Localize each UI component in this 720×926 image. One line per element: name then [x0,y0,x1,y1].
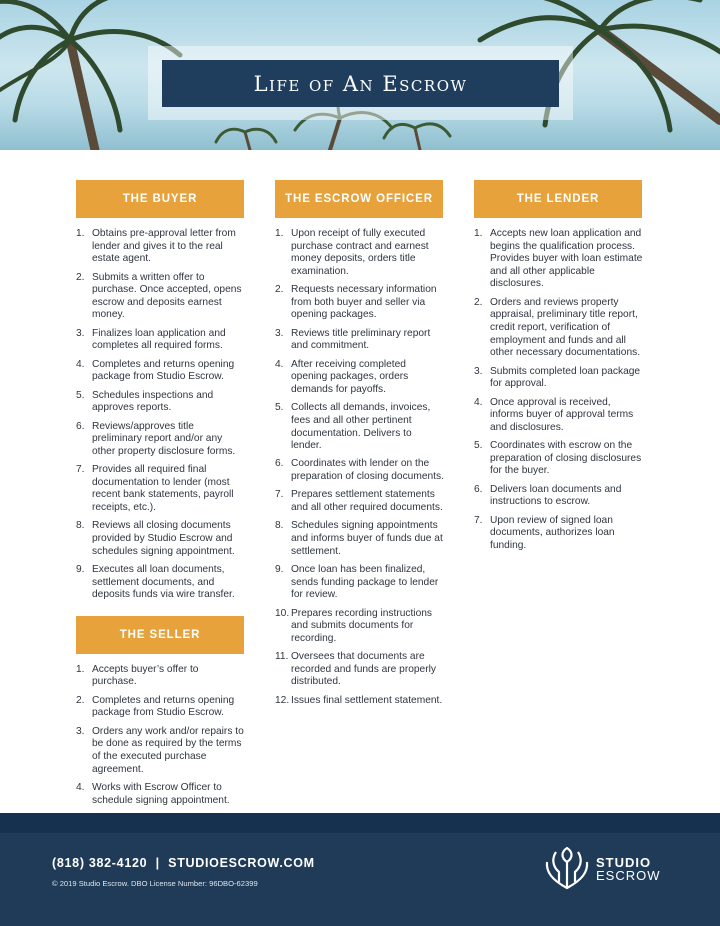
list-item-text: Schedules inspections and approves reports. [92,389,214,414]
list-item-number: 7. [275,489,284,501]
list-item [275,695,445,708]
list-item [76,421,246,459]
list-item [275,328,445,353]
list-item-number: 1. [275,228,284,239]
list-item-text: Orders and reviews property appraisal, preliminary title report, credit report, verification of employment and funds and all other necessary documentations. [490,296,641,359]
list-item-text: Works with Escrow Officer to schedule signing appointment. [92,781,230,806]
list-item-text: Upon receipt of fully executed purchase contract and earnest money deposits, orders title examination. [291,228,429,277]
list-item-text: Requests necessary information from both buyer and seller via opening packages. [291,284,437,321]
list-item-number: 2. [275,284,284,296]
list-item-number: 6. [474,483,483,495]
list-item-number: 6. [76,420,85,432]
list-item-text: Oversees that documents are recorded and funds are properly distributed. [291,651,436,688]
list-item-text: Completes and returns opening package from Studio Escrow. [92,694,235,719]
list-item-text: Completes and returns opening package from Studio Escrow. [92,358,235,383]
contact-line: (818) 382-4120 | STUDIOESCROW.COM [52,856,315,870]
list-item [76,782,246,807]
list-item-number: 1. [76,228,85,239]
list-item-text: Coordinates with escrow on the preparation of closing disclosures for the buyer. [490,440,642,477]
list-item-number: 5. [474,440,483,452]
list-item-number: 3. [76,725,85,737]
list-item-number: 11. [275,651,289,663]
list-item [275,284,445,322]
list-item [275,608,445,646]
list-item [275,520,445,558]
lender-steps [474,228,644,552]
escrow-officer-steps [275,228,445,707]
list-item [76,228,246,266]
list-item-text: Once approval is received, informs buyer of approval terms and disclosures. [490,396,634,433]
list-item [474,484,644,509]
list-item-text: Upon review of signed loan documents, authorizes loan funding. [490,514,615,551]
list-item-number: 7. [76,464,85,476]
list-item-text: After receiving completed opening packages, orders demands for payoffs. [291,358,409,395]
list-item-text: Executes all loan documents, settlement documents, and deposits funds via wire transfer. [92,564,235,601]
list-item-number: 5. [76,389,85,401]
logo-line-studio: STUDIO [596,855,652,870]
list-item [275,651,445,689]
list-item-text: Finalizes loan application and completes all required forms. [92,327,226,352]
list-item [474,366,644,391]
list-item-number: 6. [275,458,284,470]
list-item [275,402,445,452]
list-item [76,726,246,776]
list-item [76,272,246,322]
footer-stripe [0,813,720,833]
escrow-officer-heading: THE ESCROW OFFICER [275,180,443,218]
studio-escrow-logo-text [596,856,661,882]
header-banner [0,0,720,150]
list-item [474,440,644,478]
list-item [275,359,445,397]
list-item [76,695,246,720]
list-item-number: 4. [474,396,483,408]
lender-column [474,180,644,558]
list-item-number: 10. [275,607,290,619]
list-item-text: Reviews title preliminary report and commitment. [291,327,431,352]
list-item-number: 9. [275,564,284,576]
list-item-text: Submits completed loan package for approval. [490,365,641,390]
list-item [76,359,246,384]
list-item [275,489,445,514]
list-item [275,228,445,278]
list-item-text: Obtains pre-approval letter from lender and gives it to the real estate agent. [92,228,236,265]
list-item-number: 8. [275,520,284,532]
seller-heading: THE SELLER [76,616,244,654]
lender-heading: THE LENDER [474,180,642,218]
list-item-number: 4. [76,358,85,370]
buyer-heading: THE BUYER [76,180,244,218]
list-item-text: Collects all demands, invoices, fees and all other pertinent documentation. Delivers to lender. [291,402,431,452]
list-item-text: Accepts buyer’s offer to purchase. [92,663,199,688]
list-item [275,564,445,602]
list-item-text: Submits a written offer to purchase. Once accepted, opens escrow and deposits earnest money. [92,271,242,321]
copyright-notice: © 2019 Studio Escrow. DBO License Number: 96DBO-62399 [52,879,258,888]
list-item-text: Reviews/approves title preliminary report and/or any other property disclosure forms. [92,420,236,457]
list-item [474,515,644,553]
list-item-number: 8. [76,520,85,532]
list-item-number: 3. [474,365,483,377]
list-item-number: 12. [275,694,290,706]
list-item-number: 1. [474,228,483,239]
list-item [474,397,644,435]
escrow-officer-column [275,180,445,713]
list-item-text: Orders any work and/or repairs to be done as required by the terms of the executed purchase agreement. [92,725,244,775]
list-item [76,520,246,558]
list-item-text: Issues final settlement statement. [291,694,443,706]
list-item-text: Reviews all closing documents provided by Studio Escrow and schedules signing appointment. [92,520,235,557]
list-item [474,297,644,360]
list-item-number: 7. [474,514,483,526]
list-item-text: Schedules signing appointments and informs buyer of funds due at settlement. [291,520,443,557]
list-item [474,228,644,291]
list-item-number: 3. [275,327,284,339]
list-item-text: Prepares recording instructions and submits documents for recording. [291,607,432,644]
list-item [76,564,246,602]
list-item-number: 2. [76,271,85,283]
list-item-number: 3. [76,327,85,339]
list-item [76,328,246,353]
list-item-number: 9. [76,564,85,576]
list-item-number: 4. [275,358,284,370]
list-item [275,458,445,483]
list-item [76,390,246,415]
studio-escrow-logo-icon [542,844,592,894]
list-item-text: Once loan has been finalized, sends funding package to lender for review. [291,564,439,601]
list-item [76,464,246,514]
list-item [76,664,246,689]
buyer-seller-column [76,180,246,813]
buyer-steps [76,228,246,602]
page-title: Life of An Escrow [162,60,559,107]
list-item-text: Provides all required final documentation to lender (most recent bank statements, payroll receipts, etc.). [92,464,234,514]
list-item-number: 1. [76,663,85,675]
list-item-text: Delivers loan documents and instructions to escrow. [490,483,622,508]
list-item-text: Coordinates with lender on the preparation of closing documents. [291,458,444,483]
logo-line-escrow: ESCROW [596,868,661,883]
list-item-number: 2. [474,296,483,308]
list-item-number: 2. [76,694,85,706]
list-item-text: Accepts new loan application and begins the qualification process. Provides buyer with loan estimate and all other applicable disclosures. [490,228,643,290]
list-item-text: Prepares settlement statements and all other required documents. [291,489,443,514]
list-item-number: 5. [275,402,284,414]
list-item-number: 4. [76,781,85,793]
seller-steps [76,664,246,807]
